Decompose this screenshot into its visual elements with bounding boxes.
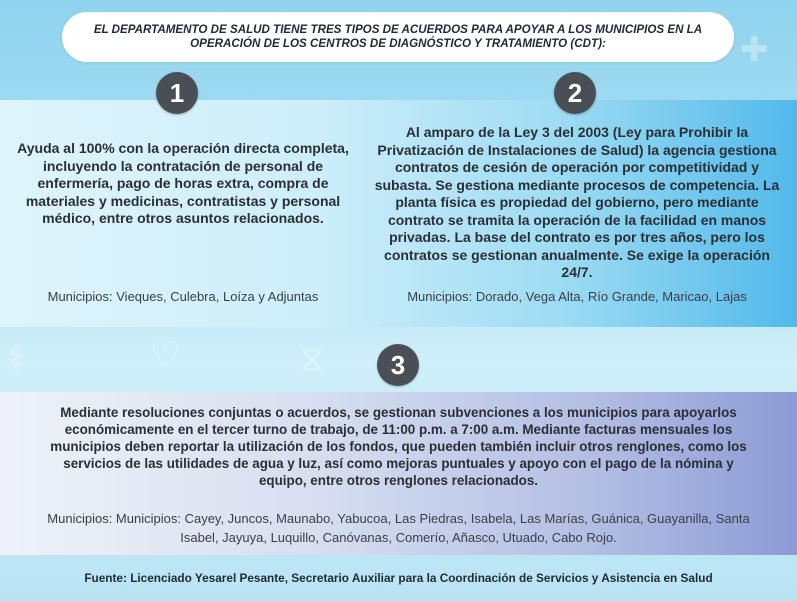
decorative-pattern: ✚ bbox=[740, 31, 769, 69]
page-title: EL DEPARTAMENTO DE SALUD TIENE TRES TIPOS DE ACUERDOS PARA APOYAR A LOS MUNICIPIOS EN LA OPERACIÓN DE LOS CENTROS DE DIAGNÓSTICO Y TRATAMIENTO (CDT): bbox=[93, 23, 703, 50]
header-banner bbox=[62, 12, 734, 62]
source-footer: Fuente: Licenciado Yesarel Pesante, Secretario Auxiliar para la Coordinación de Servicios y Asistencia en Salud bbox=[84, 571, 713, 585]
agreement-3-number-badge: 3 bbox=[377, 344, 419, 386]
agreement-3-description: Mediante resoluciones conjuntas o acuerdos, se gestionan subvenciones a los municipios para apoyarlos económicamente en el tercer turno de trabajo, de 11:00 p.m. a 7:00 a.m. Mediante facturas mensuales los municipios deben reportar la utilización de los fondos, que pueden también incluir otros renglones, como los servicios de las utilidades de agua y luz, así como mejoras puntuales y apoyo con el pago de la nómina y equipo, entre otros renglones relacionados. bbox=[50, 405, 747, 488]
agreement-3-municipalities: Municipios: Municipios: Cayey, Juncos, Maunabo, Yabucoa, Las Piedras, Isabela, Las Marías, Guánica, Guayanilla, Santa Isabel, Jayuya, Luquillo, Canóvanas, Comerío, Añasco, Utuado, Cabo Rojo. bbox=[47, 511, 750, 545]
agreement-1-description: Ayuda al 100% con la operación directa completa, incluyendo la contratación de personal de enfermería, pago de horas extra, compra de materiales y medicinas, contratistas y personal médico, entre otros asuntos relacionados. bbox=[17, 140, 349, 226]
agreement-2-description: Al amparo de la Ley 3 del 2003 (Ley para Prohibir la Privatización de Instalaciones de Salud) la agencia gestiona contratos de cesión de operación por competitividad y subasta. Se gestiona mediante procesos de competencia. La planta física es propiedad del gobierno, pero mediante contrato se tramita la operación de la facilidad en manos privadas. La base del contrato es por tres años, pero los contratos se gestionan anualmente. Se exige la operación 24/7. bbox=[374, 124, 780, 280]
agreement-2-number-badge: 2 bbox=[554, 72, 596, 114]
decorative-pattern: ♡ bbox=[150, 336, 181, 374]
agreement-1-municipalities: Municipios: Vieques, Culebra, Loíza y Adjuntas bbox=[47, 289, 319, 304]
decorative-pattern: ⧖ bbox=[300, 340, 324, 378]
decorative-pattern: ⚕ bbox=[8, 341, 27, 379]
agreement-1-number-badge: 1 bbox=[156, 72, 198, 114]
agreement-2-municipalities: Municipios: Dorado, Vega Alta, Río Grande, Maricao, Lajas bbox=[407, 289, 747, 304]
